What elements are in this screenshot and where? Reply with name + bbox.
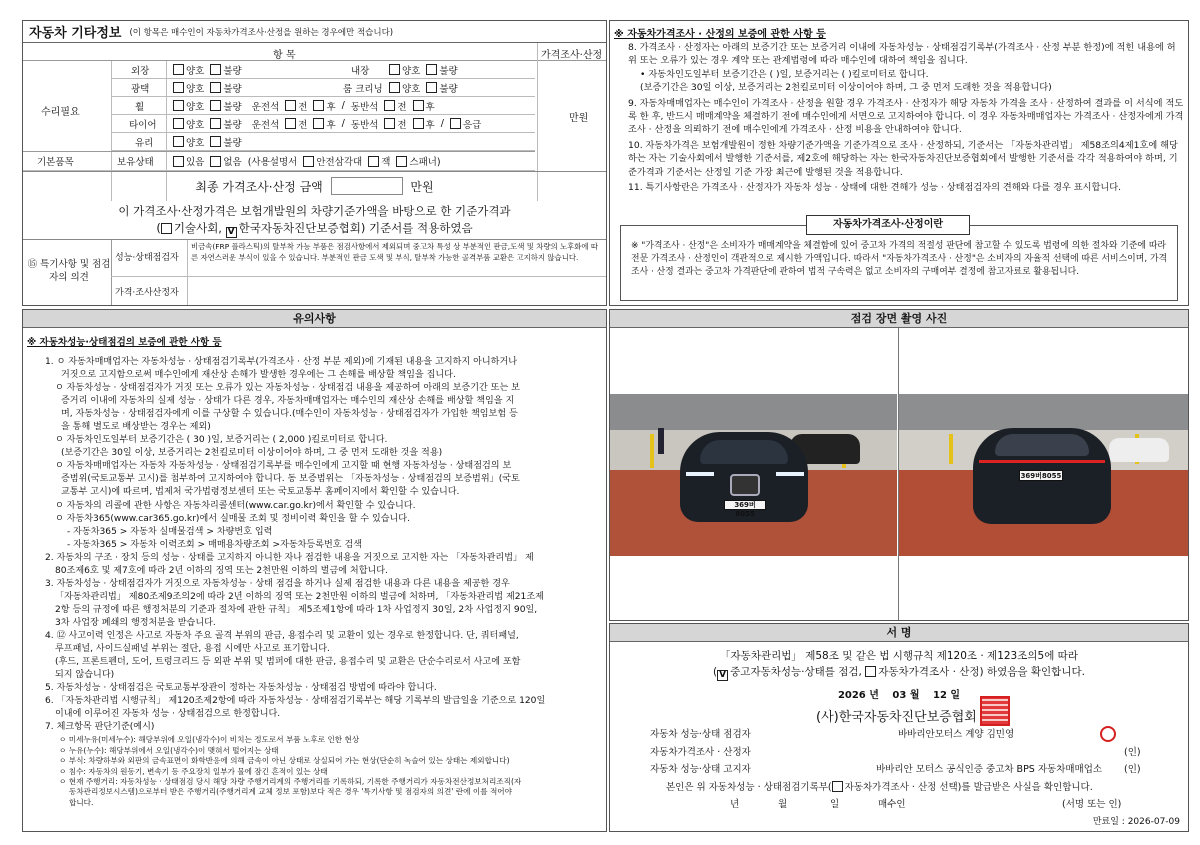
sign-month-label: 월 — [909, 690, 920, 701]
note-line: 1. ㅇ 자동차매매업자는 자동차성능 · 상태점검기록부(가격조사 · 산정 부분 제외)에 기재된 내용을 고지하지 아니하거나 — [45, 357, 518, 367]
opt-label: 불량 — [223, 119, 242, 131]
buyer-confirm-text: 본인은 위 자동차성능 · 상태점검기록부( — [666, 781, 832, 793]
wheel-bad-checkbox[interactable] — [210, 100, 221, 111]
buyer-sign-field[interactable]: (서명 또는 인) — [1062, 799, 1122, 810]
price-guarantee-section — [609, 20, 1189, 306]
expiry-date: 만료일 : 2026-07-09 — [1092, 817, 1180, 827]
association-seal — [980, 696, 1010, 726]
opt-label: 안전삼각대 — [316, 157, 363, 168]
label-glass: 유리 — [135, 137, 154, 149]
notes-body — [45, 356, 601, 808]
tech-society-label: 기술사회, — [173, 221, 222, 235]
note-line: ㅇ 자동차의 리콜에 관한 사항은 자동차리콜센터(www.car.go.kr)에서 확인할 수 있습니다. — [55, 500, 416, 511]
price-unit: 만원 — [569, 113, 589, 124]
sign-day: 12 — [932, 690, 947, 701]
inspector-opinion-label: 성능·상태점검자 — [115, 253, 179, 263]
gloss-good-checkbox[interactable] — [173, 82, 184, 93]
criteria-line: ㅇ 부식: 차량하부와 외판의 금속표면이 화학반응에 의해 금속이 아닌 상태로 상실되어 가는 현상(단순히 녹슬어 있는 상태는 제외합니다) — [59, 756, 510, 766]
notes-title: ※ 자동차성능·상태점검의 보증에 관한 사항 등 — [27, 337, 222, 348]
criteria-line: ㅇ 침수: 자동차의 원동기, 변속기 등 주요장치 일부가 물에 잠긴 흔적이 있는 상태 — [59, 766, 328, 776]
passenger-seat-label: 동반석 — [350, 101, 379, 113]
item-10: 10. 자동차가격은 보험개발원이 정한 차량기준가액을 기준가격으로 조사 · 산정하되, 기준서는 「자동차관리법」 제58조의4제1호에 해당하는 자는 기술사회에서 발행한 기준서를, 제2호에 해당하는 자는 한국자동차진단보증협회에서 발행한 기준서를 각각 적용하여야 하며, 기준가격과 기준서는 산정일 기준 가장 최근에 발행된 것을 적용합니다. — [628, 139, 1178, 178]
note-line: 거짓으로 고지함으로써 매수인에게 재산상 손해가 발생한 경우에는 그 손해를 배상할 책임을 집니다. — [61, 370, 456, 381]
note-line: 2. 자동차의 구조 · 장치 등의 성능 · 상태를 고지하지 아니한 자나 점검한 내용을 거짓으로 고지한 자는 「자동차관리법」 제 — [45, 552, 534, 563]
item-8-period: • 자동차인도일부터 보증기간은 ( )일, 보증거리는 ( )킬로미터로 합니다. — [640, 68, 929, 80]
inspector-row-label: 자동차 성능·상태 점검자 — [650, 729, 751, 740]
basis-line-1: 이 가격조사·산정가격은 보험개발원의 차량기준가액을 바탕으로 한 기준가격과 — [118, 204, 511, 218]
note-line: ㅇ 자동차365(www.car365.go.kr)에서 실매물 조회 및 정비이력 확인을 할 수 있습니다. — [55, 513, 410, 524]
price-definition-box — [620, 225, 1178, 301]
label-room-cleaning: 룸 크리닝 — [343, 83, 383, 95]
slash: / — [341, 118, 345, 129]
notes-header: 유의사항 — [23, 310, 606, 328]
opt-label: 불량 — [223, 101, 242, 113]
buyer-price-survey-checkbox[interactable] — [832, 781, 843, 792]
final-amount-unit: 만원 — [410, 180, 434, 194]
final-amount-label: 최종 가격조사·산정 금액 — [195, 180, 323, 194]
interior-good-checkbox[interactable] — [389, 64, 400, 75]
criteria-list — [45, 735, 601, 808]
spanner-checkbox[interactable] — [396, 156, 407, 167]
opt-label: 후 — [425, 101, 435, 113]
glass-good-checkbox[interactable] — [173, 136, 184, 147]
price-survey-label: 자동차가격조사 · 산정) — [878, 666, 984, 678]
note-line: 을 통해 별도로 배상받는 경우는 제외) — [61, 422, 211, 433]
note-line: 6. 「자동차관리법 시행규칙」 제120조제2항에 따라 자동차성능 · 상태점검기록부는 해당 기록부의 발급일을 기준으로 120일 — [45, 696, 546, 707]
note-line: ㅇ 자동차인도일부터 보증기간은 ( 30 )일, 보증거리는 ( 2,000 )킬로미터로 합니다. — [55, 435, 388, 446]
opt-label: 양호 — [402, 83, 421, 95]
price-survey-checkbox[interactable] — [865, 666, 876, 677]
opt-label: 없음 — [223, 157, 242, 168]
paren-open: ( — [713, 666, 718, 678]
tire-driver-rear-checkbox[interactable] — [313, 118, 324, 129]
used-car-inspection-checkbox[interactable]: V — [717, 670, 728, 681]
opt-label: 양호 — [186, 101, 205, 113]
label-holding-status: 보유상태 — [117, 157, 154, 168]
label-tire: 타이어 — [129, 119, 157, 131]
buyer-day-label: 일 — [830, 799, 840, 810]
front-license-plate: 369버8055 — [724, 500, 766, 510]
confirm-tail: 하였음을 확인합니다. — [986, 666, 1085, 678]
note-line: ㅇ 자동차성능 · 상태점검자가 거짓 또는 오류가 있는 자동차성능 · 상태점검 내용을 제공하여 아래의 보증기간 또는 보 — [55, 383, 520, 394]
criteria-line: ㅇ 미세누유(미세누수): 해당부위에 오일(냉각수)이 비치는 정도로서 부품 노후로 인한 현상 — [59, 735, 360, 745]
opt-label: 후 — [425, 119, 435, 131]
criteria-line: 합니다. — [69, 797, 94, 807]
sign-day-label: 일 — [950, 690, 961, 701]
tire-bad-checkbox[interactable] — [210, 118, 221, 129]
note-line: 이내에 이루어진 자동차 성능 · 상태점검으로 한정합니다. — [55, 709, 281, 720]
slash: / — [440, 118, 444, 129]
price-definition-text: ※ "가격조사 · 산정"은 소비자가 매매계약을 체결함에 있어 중고차 가격의 적절성 판단에 참고할 수 있도록 법령에 의한 절차와 기준에 따라 전문 가격조사 · 산정인이 객관적으로 제시한 가액입니다. 따라서 "자동차가격조사 · 산정"은 소비자의 자율적 선택에 따른 서비스이며, 가격조사 · 산정 결과는 중고차 가격판단에 관하여 법적 구속력은 없고 소비자의 구매여부 결정에 참고자료로 활용됩니다. — [631, 241, 1168, 278]
exterior-good-checkbox[interactable] — [173, 64, 184, 75]
driver-seat-label: 운전석 — [251, 101, 280, 113]
jack-checkbox[interactable] — [368, 156, 379, 167]
basis-tail: 기준서를 적용하였음 — [368, 221, 473, 235]
note-line: 7. 체크항목 판단기준(예시) — [45, 722, 155, 733]
criteria-line: ㅇ 누유(누수): 해당부위에서 오일(냉각수)이 맺혀서 떨어지는 상태 — [59, 745, 279, 755]
item-11: 11. 특기사항란은 가격조사 · 산정자가 자동차 성능 · 상태에 대한 견해가 성능 · 상태점검자의 견해와 다를 경우 표시합니다. — [628, 182, 1122, 194]
criteria-line: 동차관리정보시스템)으로부터 받은 주행거리(주행거리계 교체 정보 포함)보다 적은 경우 '특기사항 및 점검자의 의견' 란에 이를 적어야 — [69, 787, 512, 797]
exterior-bad-checkbox[interactable] — [210, 64, 221, 75]
opt-label: 불량 — [439, 65, 458, 77]
section-title: 자동차 기타정보 — [29, 26, 122, 41]
tire-passenger-front-checkbox[interactable] — [384, 118, 395, 129]
note-line: - 자동차365 > 자동차 이력조회 > 매매용차량조회 >자동차등록번호 검색 — [67, 539, 363, 550]
sign-year: 2026 — [837, 690, 866, 701]
note-line: 5. 자동차성능 · 상태점검은 국토교통부장관이 정하는 자동차성능 · 상태점검 방법에 따라야 합니다. — [45, 683, 437, 694]
item-9: 9. 자동차매매업자는 매수인이 가격조사 · 산정을 원할 경우 가격조사 · 산정자가 해당 자동차 가격을 조사 · 산정하여 결과를 이 서식에 적도록 한 후, 반드시 매매계약을 체결하기 전에 매수인에게 서면으로 고지하여야 합니다. 이 경우 자동차매매업자는 가격조사 · 산정자에게 가격조사 · 산정을 의뢰하기 전에 매수인에게 가격조사 · 산정 비용을 안내하여야 합니다. — [628, 97, 1184, 136]
inspector-row-value: 바바리안모터스 계양 김민영 — [898, 729, 1015, 740]
opt-label: 전 — [298, 101, 308, 113]
manual-label: (사용설명서 — [247, 157, 298, 168]
item-8-note: (보증기간은 30일 이상, 보증거리는 2천킬로미터 이상이어야 하며, 그 중 먼저 도래한 것을 적용합니다) — [640, 82, 1052, 94]
price-guarantee-title: ※ 자동차가격조사 · 산정의 보증에 관한 사항 등 — [614, 29, 826, 40]
buyer-label: 매수인 — [878, 799, 906, 810]
notifier-row-value: 바바리안 모터스 공식인증 중고차 BPS 자동차매매업소 — [876, 764, 1103, 775]
triangle-checkbox[interactable] — [303, 156, 314, 167]
sign-year-label: 년 — [869, 690, 879, 701]
cleaning-good-checkbox[interactable] — [389, 82, 400, 93]
notes-section — [22, 309, 607, 832]
label-exterior: 외장 — [131, 65, 150, 77]
photos-header: 점검 장면 촬영 사진 — [610, 310, 1188, 328]
wheel-driver-front-checkbox[interactable] — [285, 100, 296, 111]
note-line: 교통부 고시)에 따르며, 법제처 국가법령정보센터 또는 국토교통부 홈페이지에서 확인할 수 있습니다. — [61, 487, 460, 498]
note-line: 3. 자동차성능 · 상태점검자가 거짓으로 자동차성능 · 상태 점검을 하거나 실제 점검한 내용과 다른 내용을 제공한 경우 — [45, 578, 510, 589]
opt-label: 양호 — [186, 83, 205, 95]
price-definition-title: 자동차가격조사·산정이란 — [806, 215, 970, 235]
note-line: 2항 등의 규정에 따른 행정처분의 기준과 절차에 관한 규칙」 제5조제1항에 따라 1차 사업정지 30일, 2차 사업정지 90일, — [55, 604, 538, 615]
vehicle-other-info-section — [22, 20, 607, 306]
col-item-header: 항 목 — [273, 50, 296, 61]
rear-license-plate: 369버8055 — [1020, 472, 1062, 480]
tire-driver-front-checkbox[interactable] — [285, 118, 296, 129]
opt-label: 불량 — [439, 83, 458, 95]
tech-society-checkbox[interactable] — [161, 223, 172, 234]
photos-section — [609, 309, 1189, 621]
price-inspector-label: 가격·조사산정자 — [115, 288, 179, 298]
driver-seat-label: 운전석 — [251, 119, 280, 131]
used-car-inspection-label: 중고자동차성능·상태를 점검, — [730, 666, 862, 678]
col-price-header: 가격조사·산정 — [541, 50, 603, 61]
note-line: 되지 않습니다) — [55, 670, 115, 681]
opt-label: 불량 — [223, 137, 242, 149]
inspector-row-seal-image — [1100, 726, 1116, 742]
opt-label: 후 — [326, 101, 336, 113]
wheel-passenger-front-checkbox[interactable] — [384, 100, 395, 111]
signature-legal-line: 「자동차관리법」 제58조 및 같은 법 시행규칙 제120조 · 제123조의5에 따라 — [720, 650, 1078, 662]
opt-label: 양호 — [186, 119, 205, 131]
inspector-opinion-text: 비금속(FRP 플라스틱)의 탈부착 가능 부품은 점검사항에서 제외되며 중고차 특성 상 부분적인 판금,도색 및 차량의 노후화에 따른 자연스러운 부식이 있을 수 있습니다. 부분적인 판금 도색 및 부식, 탈부착 가능한 골격부품 교환은 고지하지 않습니다. — [191, 242, 599, 262]
wheel-good-checkbox[interactable] — [173, 100, 184, 111]
note-line: 며, 자동차성능 · 상태점검자에게 이를 구상할 수 있습니다.(매수인이 자동차성능 · 상태점검자가 가입한 책임보험 등 — [61, 409, 518, 420]
rear-inspection-photo — [899, 394, 1189, 556]
opt-label: 응급 — [462, 119, 482, 131]
signature-section — [609, 623, 1189, 832]
association-name: (사)한국자동차진단보증협회 — [816, 710, 977, 725]
front-inspection-photo — [610, 394, 897, 556]
opt-label: 전 — [397, 101, 407, 113]
note-line: (후드, 프론트펜더, 도어, 트렁크리드 등 외판 부위 및 범퍼에 대한 판금, 용접수리 및 교환은 단순수리로서 사고에 포함 — [55, 657, 521, 668]
note-line: (보증기간은 30일 이상, 보증거리는 2천킬로미터 이상이어야 하며, 그 중 먼저 도래한 것을 적용) — [61, 448, 443, 459]
opt-label: 후 — [326, 119, 336, 131]
opt-label: 불량 — [223, 65, 242, 77]
buyer-confirm-tail: 자동차가격조사 · 산정 선택)를 발급받은 사실을 확인합니다. — [844, 781, 1093, 793]
paren-open: ( — [156, 221, 161, 235]
opt-label: 스패너) — [409, 157, 441, 168]
sign-month: 03 — [892, 690, 907, 701]
note-line: 「자동차관리법」 제80조제9조의2에 따라 2년 이하의 징역 또는 2천만원 이하의 벌금에 처하며, 「자동차관리법 제21조제 — [55, 591, 544, 602]
buyer-month-label: 월 — [778, 799, 788, 810]
note-line: - 자동차365 > 자동차 실매물검색 > 차량번호 입력 — [67, 526, 273, 537]
final-amount-input[interactable] — [331, 177, 403, 195]
signature-header: 서 명 — [610, 624, 1188, 642]
label-gloss: 광택 — [131, 83, 150, 95]
interior-bad-checkbox[interactable] — [426, 64, 437, 75]
notifier-row-seal: (인) — [1124, 764, 1141, 775]
opt-label: 양호 — [186, 65, 205, 77]
opt-label: 불량 — [223, 83, 242, 95]
note-line: 증거리 이내에 자동차의 실제 성능 · 상태가 다른 경우, 자동차매매업자는 매수인의 재산상 손해를 배상할 책임을 지 — [61, 396, 515, 407]
note-line: 3차 사업장 폐쇄의 행정처분을 받습니다. — [55, 617, 216, 628]
has-items-checkbox[interactable] — [173, 156, 184, 167]
group-repair-label: 수리필요 — [41, 107, 80, 118]
guarantee-items — [628, 41, 1184, 194]
cleaning-bad-checkbox[interactable] — [426, 82, 437, 93]
tire-spare-checkbox[interactable] — [450, 118, 461, 129]
criteria-line: ㅇ 현재 주행거리: 자동차성능 · 상태점검 당시 해당 차량 주행거리계의 주행거리를 기록하되, 기록한 주행거리가 자동차전산정보처리조직(자 — [59, 776, 522, 786]
special-remarks-label: ⑮ 특기사항 및 점검자의 의견 — [27, 259, 111, 283]
wheel-driver-rear-checkbox[interactable] — [313, 100, 324, 111]
no-items-checkbox[interactable] — [210, 156, 221, 167]
opt-label: 양호 — [402, 65, 421, 77]
kaida-checkbox[interactable]: V — [226, 227, 237, 238]
note-line: ㅇ 자동차매매업자는 자동차 자동차성능 · 상태점검기록부를 매수인에게 고지할 때 현행 자동차성능 · 상태점검의 보 — [55, 461, 512, 472]
price-surveyor-row-label: 자동차가격조사 · 산정자 — [650, 746, 751, 758]
notifier-row-label: 자동차 성능·상태 고지자 — [650, 764, 751, 775]
opt-label: 있음 — [186, 157, 205, 168]
label-interior: 내장 — [351, 65, 370, 77]
note-line: 4. ⑫ 사고이력 인정은 사고로 자동차 주요 골격 부위의 판금, 용접수리 및 교환이 있는 경우로 한정합니다. 단, 쿼터패널, — [45, 630, 519, 641]
note-line: 증범위(국토교통부 고시)를 첨부하여 고지하여야 합니다. 동 보증범위는 「자동차성능 · 상태점검의 보증범위」(국토 — [61, 474, 520, 485]
note-line: 루프패널, 사이드실패널 부위는 절단, 용접 시에만 사고로 표기합니다. — [55, 644, 330, 655]
gloss-bad-checkbox[interactable] — [210, 82, 221, 93]
price-surveyor-row-seal: (인) — [1124, 746, 1141, 758]
tire-passenger-rear-checkbox[interactable] — [413, 118, 424, 129]
opt-label: 잭 — [381, 157, 391, 168]
kaida-label: 한국자동차진단보증협회) — [238, 221, 366, 235]
item-8: 8. 가격조사 · 산정자는 아래의 보증기간 또는 보증거리 이내에 자동차성능 · 상태점검기록부(가격조사 · 산정 부분 한정)에 적힌 내용에 허위 또는 오류가 있는 경우 계약 또는 관계법령에 따라 매수인에 대하여 책임을 집니다. — [628, 42, 1176, 67]
label-wheel: 휠 — [135, 101, 145, 113]
glass-bad-checkbox[interactable] — [210, 136, 221, 147]
buyer-year-label: 년 — [730, 799, 740, 810]
opt-label: 전 — [397, 119, 407, 131]
note-line: 80조제6호 및 제7호에 따라 2년 이하의 징역 또는 2천만원 이하의 벌금에 처합니다. — [55, 565, 388, 576]
opt-label: 전 — [298, 119, 308, 131]
group-basic-label: 기본품목 — [37, 157, 74, 168]
tire-good-checkbox[interactable] — [173, 118, 184, 129]
slash: / — [341, 100, 345, 111]
passenger-seat-label: 동반석 — [350, 119, 379, 131]
wheel-passenger-rear-checkbox[interactable] — [413, 100, 424, 111]
opt-label: 양호 — [186, 137, 205, 149]
section-note: (이 항목은 매수인이 자동차가격조사·산정을 원하는 경우에만 적습니다) — [129, 27, 394, 38]
